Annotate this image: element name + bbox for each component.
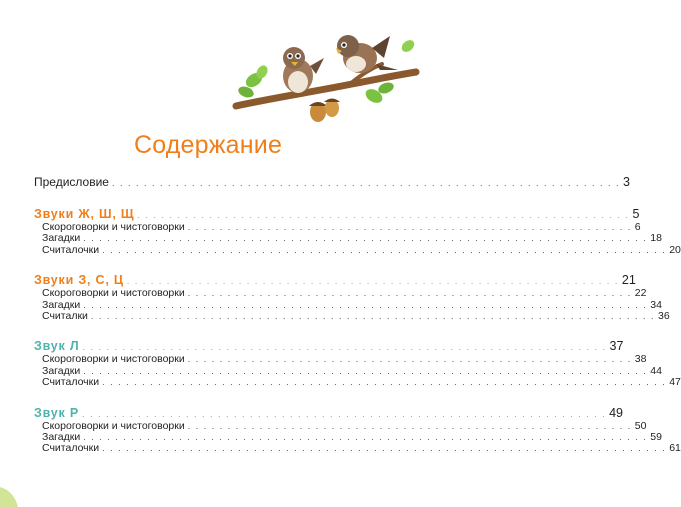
toc-entry[interactable] — [34, 243, 681, 256]
toc-entry[interactable] — [34, 221, 641, 233]
toc-entry[interactable] — [34, 376, 681, 389]
table-of-contents — [34, 175, 681, 455]
toc-section-label: Звук Л — [34, 339, 80, 354]
dot-leader: . . . . . . . . . . . . . . . . . . . . . . . . . . . . . . . . . . . . . . . . . . . . . . . . . . . . . . . . . . . . . . . . . . . . . . . — [83, 365, 648, 376]
dot-leader: . . . . . . . . . . . . . . . . . . . . . . . . . . . . . . . . . . . . . . . . . . . . . . . . . . . . . . . . — [187, 354, 632, 365]
toc-page-number: 21 — [621, 273, 636, 288]
toc-page-number: 38 — [634, 353, 647, 366]
toc-entry-label: Загадки — [42, 232, 81, 245]
toc-entry-label: Считалки — [42, 310, 88, 323]
toc-page-number: 59 — [650, 431, 662, 444]
dot-leader: . . . . . . . . . . . . . . . . . . . . . . . . . . . . . . . . . . . . . . . . . . . . . . . . . . . . . . . . . . . . . . . . . . . . . . . — [102, 443, 667, 454]
dot-leader: . . . . . . . . . . . . . . . . . . . . . . . . . . . . . . . . . . . . . . . . . . . . . . . . . . . . . . . . — [187, 288, 632, 299]
toc-page-number: 49 — [609, 405, 624, 420]
toc-section-heading[interactable] — [34, 405, 624, 421]
dot-leader: . . . . . . . . . . . . . . . . . . . . . . . . . . . . . . . . . . . . . . . . . . . . . . . . . . . . . . . . . . . . . . . . . . . . . . . — [83, 299, 648, 310]
toc-entry[interactable] — [34, 310, 670, 323]
dot-leader: . . . . . . . . . . . . . . . . . . . . . . . . . . . . . . . . . . . . . . . . . . . . . . . . . . . . . . . . . . . . . . . . . . . . . . . — [83, 432, 648, 443]
dot-leader: . . . . . . . . . . . . . . . . . . . . . . . . . . . . . . . . . . . . . . . . . . . . . . . . . . . . . . . . — [187, 222, 632, 232]
toc-page-number: 50 — [634, 419, 647, 432]
toc-entry[interactable] — [34, 419, 647, 432]
toc-section-label: Звуки З, С, Ц — [34, 273, 124, 288]
toc-page-number: 20 — [669, 243, 681, 256]
toc-section-heading[interactable] — [34, 273, 636, 288]
dot-leader: . . . . . . . . . . . . . . . . . . . . . . . . . . . . . . . . . . . . . . . . . . . . . . . . . . . . . . . . . . . . . . . . — [111, 178, 621, 188]
dot-leader: . . . . . . . . . . . . . . . . . . . . . . . . . . . . . . . . . . . . . . . . . . . . . . . . . . . . . . . . . . . . . . — [126, 276, 619, 287]
corner-leaf-decoration — [0, 481, 22, 507]
toc-page-number: 36 — [658, 310, 670, 323]
dot-leader: . . . . . . . . . . . . . . . . . . . . . . . . . . . . . . . . . . . . . . . . . . . . . . . . . . . . . . . . . . . . . . . . . . . . . . . — [102, 244, 667, 255]
toc-entry-label: Считалочки — [42, 243, 100, 256]
toc-entry-label: Скороговорки и чистоговорки — [42, 419, 185, 432]
toc-page-number: 18 — [650, 232, 662, 245]
dot-leader: . . . . . . . . . . . . . . . . . . . . . . . . . . . . . . . . . . . . . . . . . . . . . . . . . . . . . . . . . . . . . . . . . . — [82, 342, 607, 353]
toc-entry[interactable] — [34, 442, 681, 455]
toc-section-heading[interactable] — [34, 339, 624, 354]
toc-entry-label: Скороговорки и чистоговорки — [42, 353, 185, 366]
dot-leader: . . . . . . . . . . . . . . . . . . . . . . . . . . . . . . . . . . . . . . . . . . . . . . . . . . . . . . . . . . . . . . . . . . — [82, 408, 607, 419]
toc-page-number: 37 — [609, 339, 624, 354]
toc-page-number: 22 — [634, 287, 647, 300]
toc-section-label: Звук Р — [34, 405, 80, 420]
toc-entry-label: Скороговорки и чистоговорки — [42, 287, 185, 300]
toc-entry[interactable] — [34, 287, 647, 300]
toc-entry[interactable] — [34, 353, 647, 366]
toc-entry-label: Загадки — [42, 431, 81, 444]
dot-leader: . . . . . . . . . . . . . . . . . . . . . . . . . . . . . . . . . . . . . . . . . . . . . . . . . . . . . . . . . . . . . . . . . . . . . . . — [83, 233, 648, 244]
toc-page-number: 47 — [669, 376, 681, 389]
toc-page-number: 5 — [632, 207, 640, 221]
page-title: Содержание — [133, 131, 283, 159]
toc-entry-label: Загадки — [42, 364, 81, 377]
toc-section-heading[interactable] — [34, 207, 640, 222]
toc-page-number: 61 — [669, 442, 681, 455]
dot-leader: . . . . . . . . . . . . . . . . . . . . . . . . . . . . . . . . . . . . . . . . . . . . . . . . . . . . . . . . — [187, 420, 632, 431]
toc-page-number: 6 — [634, 221, 641, 233]
toc-entry-label: Скороговорки и чистоговорки — [42, 221, 185, 233]
toc-page-number: 34 — [650, 298, 662, 311]
toc-entry-label: Считалочки — [42, 376, 100, 389]
toc-page-number: 3 — [623, 175, 630, 189]
toc-section-label: Звуки Ж, Ш, Щ — [34, 207, 135, 221]
toc-page-number: 44 — [650, 364, 662, 377]
toc-entry-label: Загадки — [42, 298, 81, 311]
dot-leader: . . . . . . . . . . . . . . . . . . . . . . . . . . . . . . . . . . . . . . . . . . . . . . . . . . . . . . . . . . . . . . . . . . . . . . . — [90, 311, 655, 322]
dot-leader: . . . . . . . . . . . . . . . . . . . . . . . . . . . . . . . . . . . . . . . . . . . . . . . . . . . . . . . . . . . . . . . . . . . . . . . — [102, 377, 667, 388]
toc-entry-label: Считалочки — [42, 442, 100, 455]
toc-entry-label: Предисловие — [34, 175, 109, 189]
toc-entry-preface[interactable] — [34, 175, 630, 190]
sparrows-on-branch-illustration — [232, 18, 416, 136]
dot-leader: . . . . . . . . . . . . . . . . . . . . . . . . . . . . . . . . . . . . . . . . . . . . . . . . . . . . . . . . . . . . . . — [137, 210, 630, 220]
